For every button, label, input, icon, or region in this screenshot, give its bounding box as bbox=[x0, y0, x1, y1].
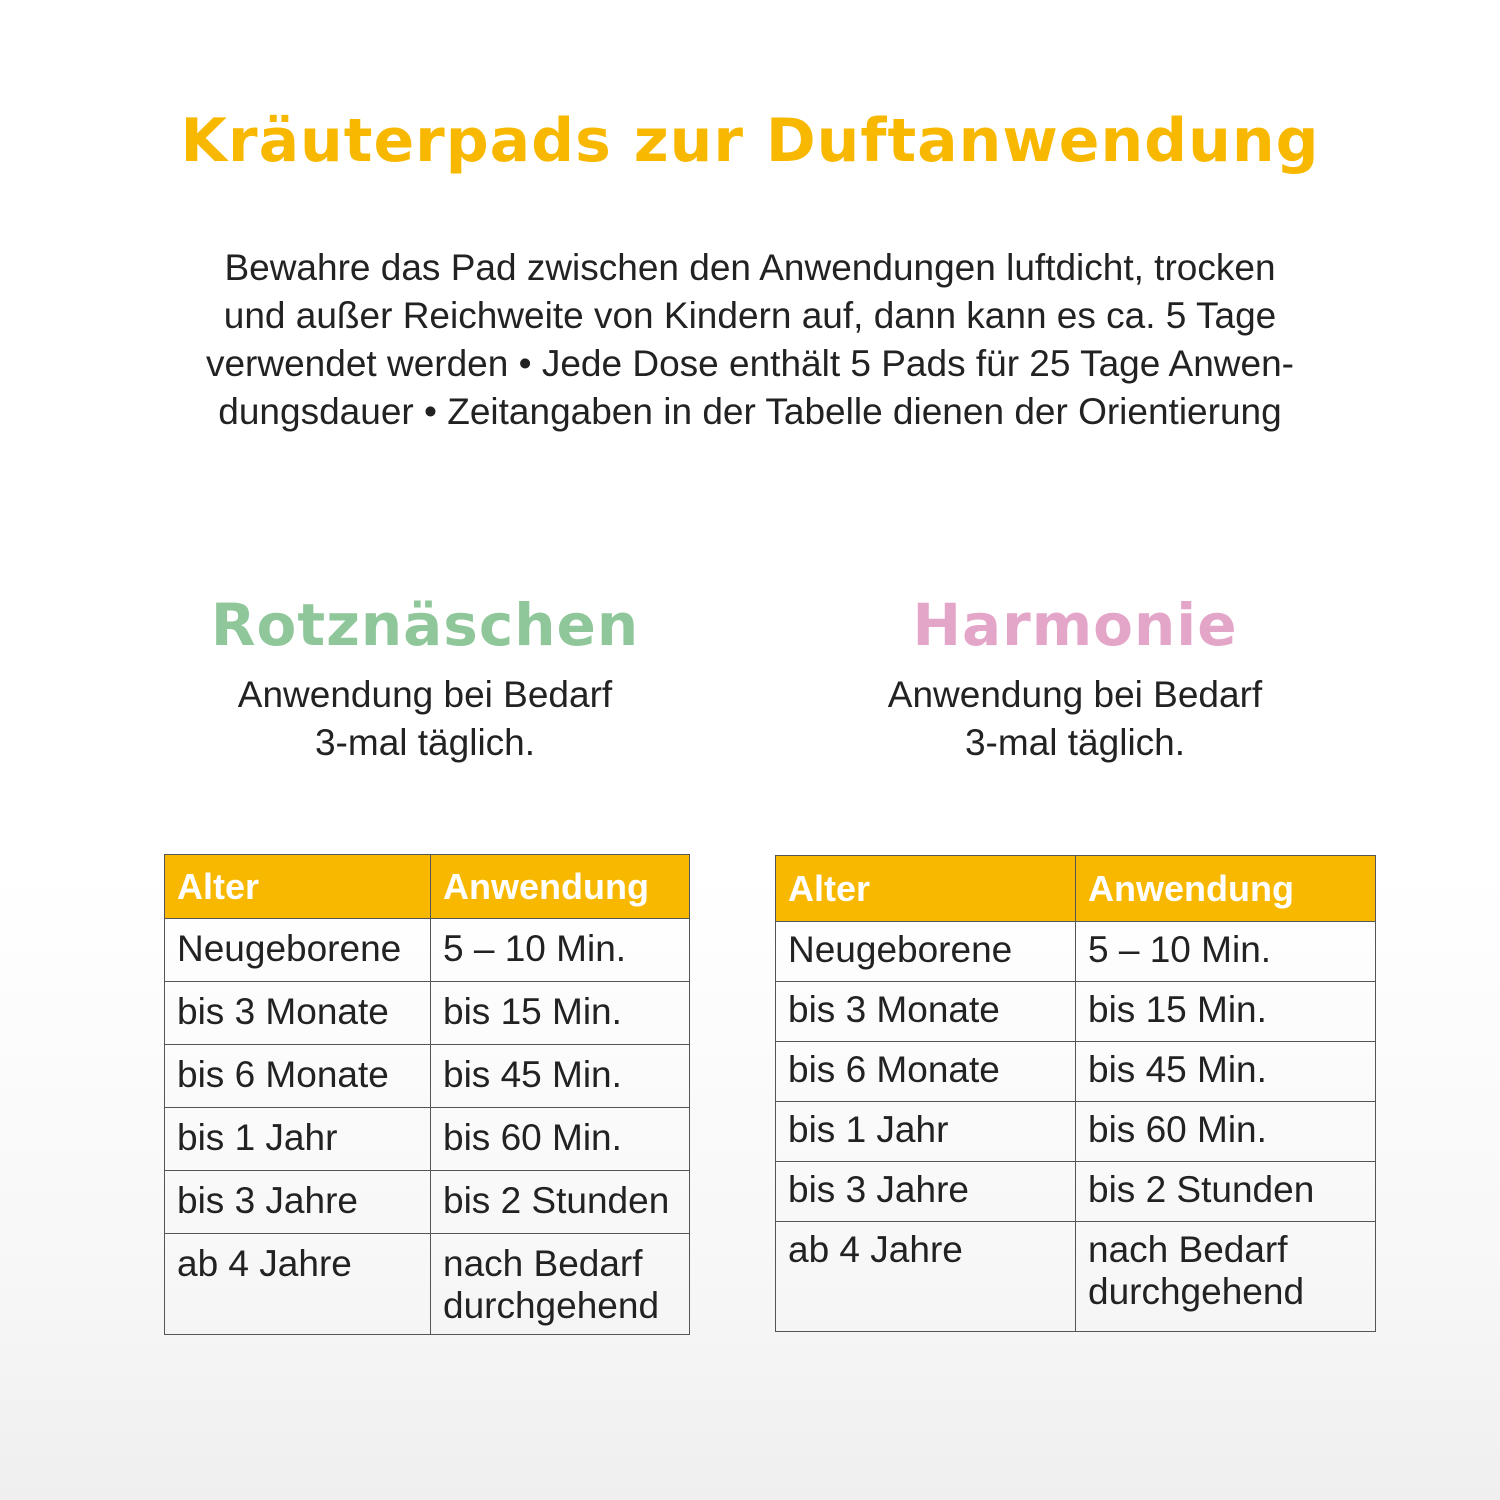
product-title-harmonie: Harmonie bbox=[912, 591, 1238, 659]
table-header-usage: Anwendung bbox=[431, 855, 690, 919]
table-cell-age: bis 1 Jahr bbox=[776, 1102, 1076, 1162]
page-title: Kräuterpads zur Duftanwendung bbox=[180, 106, 1320, 176]
table-cell-age: bis 3 Jahre bbox=[165, 1171, 431, 1234]
table-row bbox=[165, 1108, 690, 1171]
intro-line: dungsdauer • Zeitangaben in der Tabelle dienen der Orientierung bbox=[218, 391, 1282, 432]
table-cell-usage-line: durchgehend bbox=[443, 1285, 660, 1326]
product-description-line: 3-mal täglich. bbox=[964, 722, 1186, 763]
table-row bbox=[776, 1162, 1376, 1222]
table-row bbox=[776, 1222, 1376, 1332]
table-header-usage: Anwendung bbox=[1076, 856, 1376, 922]
table-header-age: Alter bbox=[776, 856, 1076, 922]
table-cell-age: ab 4 Jahre bbox=[776, 1222, 1076, 1332]
table-cell-usage: bis 60 Min. bbox=[431, 1108, 690, 1171]
table-cell-age: ab 4 Jahre bbox=[165, 1234, 431, 1335]
table-header-row bbox=[165, 855, 690, 919]
intro-line: und außer Reichweite von Kindern auf, dann kann es ca. 5 Tage bbox=[223, 295, 1277, 336]
intro-text bbox=[170, 244, 1330, 436]
table-cell-age: Neugeborene bbox=[776, 922, 1076, 982]
product-description-line: Anwendung bei Bedarf bbox=[887, 674, 1263, 715]
table-header-row bbox=[776, 856, 1376, 922]
table-cell-age: bis 3 Monate bbox=[165, 982, 431, 1045]
product-rotznaeschen bbox=[160, 585, 690, 767]
product-description-line: 3-mal täglich. bbox=[314, 722, 536, 763]
product-description bbox=[160, 671, 690, 767]
table-cell-usage: bis 2 Stunden bbox=[431, 1171, 690, 1234]
table-row bbox=[165, 1045, 690, 1108]
table-cell-usage-line: nach Bedarf bbox=[1088, 1229, 1288, 1270]
table-cell-usage: bis 15 Min. bbox=[431, 982, 690, 1045]
intro-line: verwendet werden • Jede Dose enthält 5 Pads für 25 Tage Anwen- bbox=[205, 343, 1294, 384]
table-cell-age: bis 3 Jahre bbox=[776, 1162, 1076, 1222]
table-cell-usage: 5 – 10 Min. bbox=[431, 919, 690, 982]
table-cell-usage bbox=[1076, 1222, 1376, 1332]
table-cell-usage: bis 15 Min. bbox=[1076, 982, 1376, 1042]
table-row bbox=[165, 1171, 690, 1234]
usage-table-rotznaeschen bbox=[164, 854, 690, 1335]
table-cell-usage-line: durchgehend bbox=[1088, 1271, 1305, 1312]
table-cell-age: Neugeborene bbox=[165, 919, 431, 982]
table-cell-age: bis 3 Monate bbox=[776, 982, 1076, 1042]
table-row bbox=[776, 982, 1376, 1042]
table-cell-usage: 5 – 10 Min. bbox=[1076, 922, 1376, 982]
table-cell-usage-line: nach Bedarf bbox=[443, 1243, 643, 1284]
table-cell-age: bis 1 Jahr bbox=[165, 1108, 431, 1171]
table-cell-age: bis 6 Monate bbox=[165, 1045, 431, 1108]
usage-table-harmonie bbox=[775, 855, 1376, 1332]
product-title-rotznaeschen: Rotznäschen bbox=[210, 591, 640, 659]
table-cell-usage: bis 60 Min. bbox=[1076, 1102, 1376, 1162]
table-row bbox=[165, 982, 690, 1045]
intro-line: Bewahre das Pad zwischen den Anwendungen luftdicht, trocken bbox=[224, 247, 1276, 288]
table-row bbox=[776, 922, 1376, 982]
table-row bbox=[776, 1042, 1376, 1102]
table-cell-usage: bis 45 Min. bbox=[1076, 1042, 1376, 1102]
table-row bbox=[165, 919, 690, 982]
table-row bbox=[776, 1102, 1376, 1162]
table-cell-usage: bis 2 Stunden bbox=[1076, 1162, 1376, 1222]
table-cell-age: bis 6 Monate bbox=[776, 1042, 1076, 1102]
table-header-age: Alter bbox=[165, 855, 431, 919]
product-description-line: Anwendung bei Bedarf bbox=[237, 674, 613, 715]
product-description bbox=[775, 671, 1375, 767]
table-row bbox=[165, 1234, 690, 1335]
table-cell-usage: bis 45 Min. bbox=[431, 1045, 690, 1108]
product-harmonie bbox=[775, 585, 1375, 767]
table-cell-usage bbox=[431, 1234, 690, 1335]
